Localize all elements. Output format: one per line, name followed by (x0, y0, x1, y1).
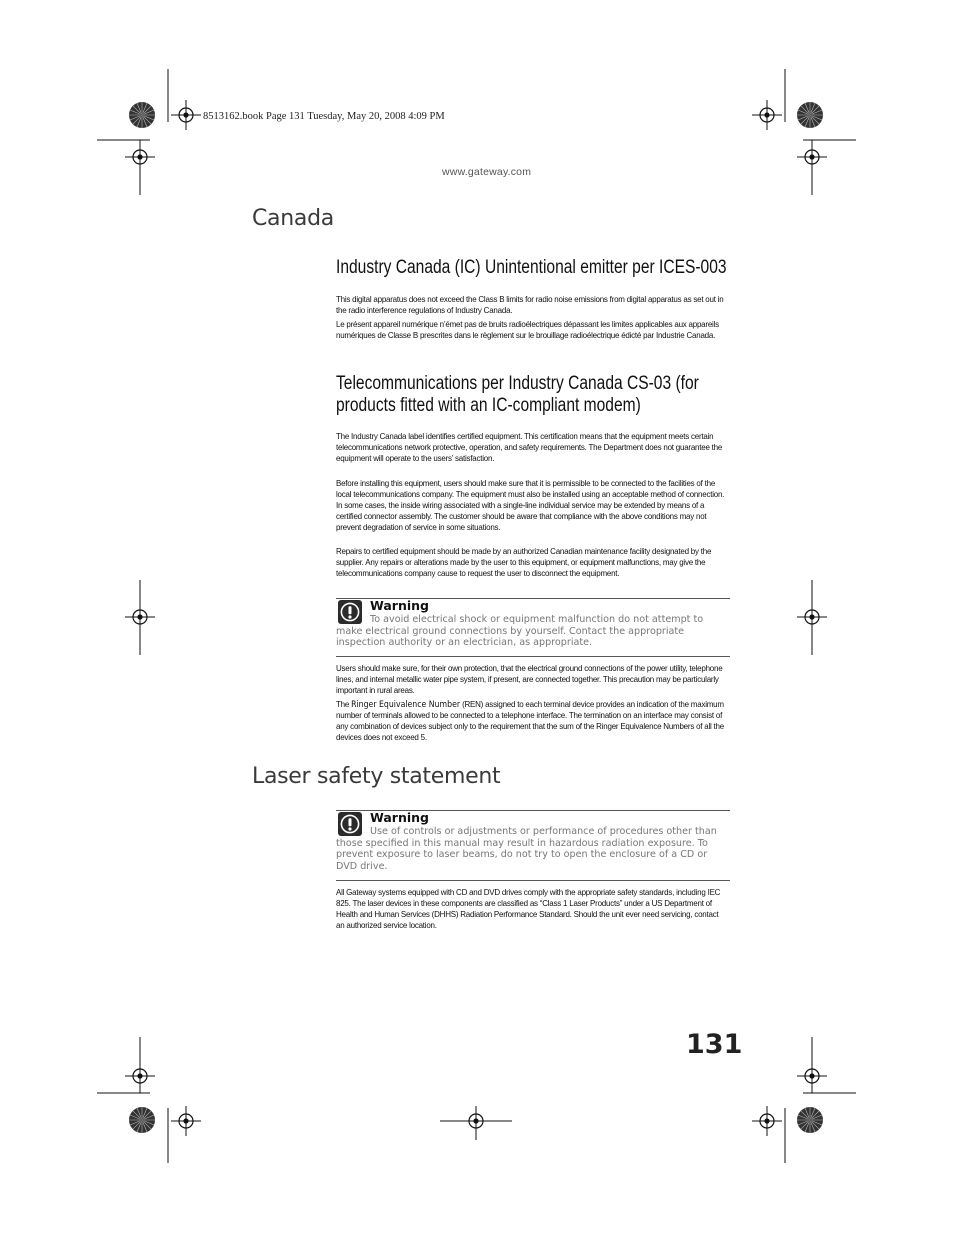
warning-text: To avoid electrical shock or equipment malfunction do not attempt to make electrical ground connections by yourself. Contact the appropriate inspection authority or an electrician, as appropriate. (336, 614, 704, 649)
section-title-canada: Canada (252, 206, 334, 231)
ic-para-fr: Le présent appareil numérique n’émet pas de bruits radioélectriques dépassant les limites applicables aux appareils numériques de Classe B prescrites dans le règlement sur le brouillage radioélectrique édicté par Industrie Canada. (336, 319, 719, 340)
telecom-para-3: Repairs to certified equipment should be made by an authorized Canadian maintenance facility designated by the supplier. Any repairs or alterations made by the user to this equipment, or equipment malfunctions, may give the telecommunications company cause to request the user to disconnect the equipment. (336, 546, 712, 578)
ic-para-en: This digital apparatus does not exceed the Class B limits for radio noise emissions from digital apparatus as set out in the radio interference regulations of Industry Canada. (336, 294, 724, 315)
laser-para: All Gateway systems equipped with CD and DVD drives comply with the appropriate safety standards, including IEC 825. The laser devices in these components are classified as “Class 1 Laser Products” under a US Department of Health and Human Services (DHHS) Radiation Performance Standard. Should the unit ever need servicing, contact an authorized service location. (336, 887, 721, 930)
warning-rule-bottom (336, 656, 730, 657)
ren-term: Ringer Equivalence Number (351, 699, 461, 709)
ren-rest: (REN) assigned to each terminal device provides an indication of the maximum number of terminals allowed to be connected to a telephone interface. The termination on an interface may consist of any combination of devices subject only to the requirement that the sum of the Ringer Equivalence Numbers of all the devices does not exceed 5. (336, 699, 724, 742)
page-number: 131 (686, 1029, 743, 1060)
site-url: www.gateway.com (442, 166, 532, 178)
telecom-heading: Telecommunications per Industry Canada CS-03 (for products fitted with an IC-compliant modem) (336, 373, 699, 416)
print-info: 8513162.book Page 131 Tuesday, May 20, 2008 4:09 PM (203, 111, 445, 122)
telecom-para-2: Before installing this equipment, users should make sure that it is permissible to be connected to the facilities of the local telecommunications company. The equipment must also be installed using an acceptable method of connection. In some cases, the inside wiring associated with a single-line individual service may be extended by means of a certified connector assembly. The customer should be aware that compliance with the above conditions may not prevent degradation of service in some situations. (336, 478, 725, 532)
ic-heading: Industry Canada (IC) Unintentional emitter per ICES-003 (336, 257, 727, 278)
ren-prefix: The (336, 699, 350, 709)
telecom-para-1: The Industry Canada label identifies certified equipment. This certification means that the equipment meets certain telecommunications network protective, operation, and safety requirements. The Department does not guarantee the equipment will operate to the users’ satisfaction. (336, 431, 723, 463)
warning-title: Warning (370, 598, 429, 613)
section-title-laser: Laser safety statement (252, 764, 501, 789)
ren-para (336, 699, 728, 743)
laser-warning-title: Warning (370, 810, 429, 825)
laser-warning-text: Use of controls or adjustments or performance of procedures other than those specified in this manual may result in hazardous radiation exposure. To prevent exposure to laser beams, do not try to open the enclosure of a CD or DVD drive. (336, 826, 717, 873)
laser-warning-rule-bottom (336, 880, 730, 881)
ground-para: Users should make sure, for their own protection, that the electrical ground connections of the power utility, telephone lines, and internal metallic water pipe system, if present, are connected together. This precaution may be particularly important in rural areas. (336, 663, 723, 695)
